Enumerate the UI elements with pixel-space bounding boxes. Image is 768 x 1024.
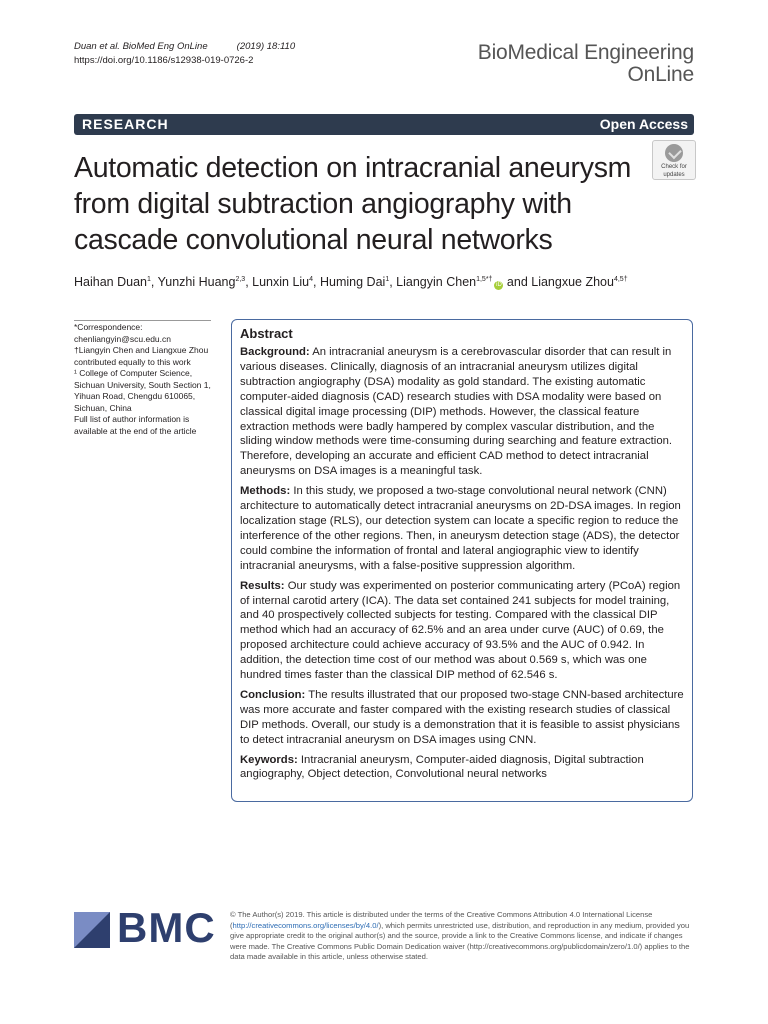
- license-text: [230, 910, 694, 963]
- citation-header: [74, 40, 295, 68]
- author-name[interactable]: Liangyin Chen: [396, 275, 477, 290]
- article-type-banner: [74, 114, 694, 135]
- journal-name: [478, 42, 694, 86]
- section-label: Keywords:: [240, 753, 298, 766]
- section-text: An intracranial aneurysm is a cerebrovascular disorder that can result in various diseases. Clinically, diagnosis of an intracranial aneurysm utilizes digital subtraction angiography (DSA) modality as gold standard. The existing automatic computer-aided diagnosis (CAD) research studies with DSA modality were based on classical digital image processing (DIP) methods. However, the classical feature extraction methods were badly hampered by complex vascular distribution, and the sliding window methods were time-consuming during searching and feature extraction. Therefore, developing an accurate and efficient CAD method to detect intracranial aneurysms on DSA images is a meaningful task.: [240, 346, 673, 478]
- section-text: In this study, we proposed a two-stage convolutional neural network (CNN) architecture to automatically detect intracranial aneurysms on 2D-DSA images. In region localization stage (RLS), our detection system can locate a specific region to reduce the interference of the other regions. Then, in aneurysm detection stage (ADS), the detector could combine the information of frontal and lateral angiographic view to identify intracranial aneurysms, with a false-positive suppression algorithm.: [240, 485, 681, 572]
- equal-contribution-note: †Liangyin Chen and Liangxue Zhou contributed equally to this work: [74, 345, 209, 367]
- section-label: Results:: [240, 579, 285, 592]
- citation-authors: Duan et al. BioMed Eng OnLine: [74, 41, 208, 52]
- section-label: Background:: [240, 346, 310, 358]
- correspondence-label: *Correspondence:: [74, 322, 143, 332]
- citation-line: [74, 40, 295, 54]
- author-affiliation-sup: 2,3: [235, 276, 246, 283]
- license-link[interactable]: http://creativecommons.org/licenses/by/4.0/: [232, 920, 379, 930]
- doi-link[interactable]: https://doi.org/10.1186/s12938-019-0726-2: [74, 55, 254, 66]
- author-name[interactable]: Haihan Duan: [74, 275, 147, 290]
- bmc-logo[interactable]: [74, 904, 219, 951]
- badge-line2: updates: [663, 172, 685, 178]
- license-part1: © The Author(s) 2019. This article is distributed under the terms of the Creative Commons Attribution 4.0 International License (: [230, 910, 653, 930]
- author-separator: ,: [313, 275, 320, 290]
- section-label: Methods:: [240, 485, 291, 498]
- abstract-background: [240, 345, 684, 479]
- open-access-label: Open Access: [599, 116, 688, 132]
- journal-name-line1: BioMedical Engineering: [477, 41, 694, 64]
- author-affiliation-sup: 4,5†: [613, 276, 628, 283]
- check-for-updates-badge[interactable]: [652, 140, 696, 180]
- section-text: Intracranial aneurysm, Computer-aided diagnosis, Digital subtraction angiography, Object detection, Convolutional neural networks: [240, 753, 644, 781]
- license-part2: ), which permits unrestricted use, distribution, and reproduction in any medium, provided you give appropriate credit to the original author(s) and the source, provide a link to the Creative Commons license, and indicate if changes were made. The Creative Commons Public Domain Dedication waiver (http://creativecommons.org/publicdomain/zero/1.0/) applies to the data made available in this article, unless otherwise stated.: [230, 920, 690, 961]
- author-affiliation-sup: 1: [385, 276, 390, 283]
- orcid-icon[interactable]: iD: [496, 282, 502, 289]
- author-list: [74, 272, 714, 290]
- section-label: Conclusion:: [240, 688, 306, 701]
- author-affiliation-sup: 1: [146, 276, 151, 283]
- bmc-logo-triangle-icon: [74, 912, 110, 948]
- author-separator: ,: [245, 275, 253, 290]
- correspondence-email[interactable]: chenliangyin@scu.edu.cn: [74, 333, 171, 344]
- abstract-conclusion: [240, 688, 684, 748]
- author-separator: ,: [150, 275, 158, 290]
- bmc-logo-text: BMC: [117, 904, 216, 951]
- author-name[interactable]: Yunzhi Huang: [157, 275, 236, 290]
- abstract-results: [240, 579, 684, 683]
- abstract-keywords: [240, 753, 684, 783]
- author-separator: ,: [389, 275, 397, 290]
- check-icon: [665, 144, 683, 162]
- side-notes-divider: [74, 320, 211, 321]
- journal-name-line2: OnLine: [627, 63, 694, 86]
- citation-year: (2019) 18:110: [236, 41, 296, 52]
- author-affiliation-sup: 4: [309, 276, 314, 283]
- affiliation-note: ¹ College of Computer Science, Sichuan University, South Section 1, Yihuan Road, Chengdu 610065, Sichuan, China: [74, 368, 211, 413]
- author-name[interactable]: Lunxin Liu: [252, 275, 310, 290]
- abstract-box: [231, 319, 693, 802]
- section-label: RESEARCH: [82, 116, 169, 132]
- author-name[interactable]: and Liangxue Zhou: [503, 275, 614, 290]
- author-info-note: Full list of author information is available at the end of the article: [74, 414, 197, 436]
- side-notes: [74, 322, 214, 437]
- section-text: The results illustrated that our proposed two-stage CNN-based architecture was more accurate and faster compared with the existing research studies of classical DIP methods. Overall, our study is a demonstration that it is feasible to assist physicians to detect intracranial aneurysm on DSA images using CNN.: [240, 688, 684, 746]
- section-text: Our study was experimented on posterior communicating artery (PCoA) region of internal carotid artery (ICA). The data set contained 241 subjects for model training, and 40 prospectively collected subjects for testing. Compared with the classical DIP method which had an accuracy of 62.5% and an area under curve (AUC) of 0.69, the proposed architecture could achieve accuracy of 93.5% and the AUC of 0.942. In addition, the detection time cost of our method was about 0.569 s, which was one hundred times faster than the classical DIP method of 62.546 s.: [240, 579, 681, 682]
- article-title: Automatic detection on intracranial aneurysm from digital subtraction angiography with cascade convolutional neural networks: [74, 152, 632, 256]
- abstract-methods: [240, 484, 684, 573]
- author-name[interactable]: Huming Dai: [320, 275, 386, 290]
- author-affiliation-sup: 1,5*†: [476, 276, 493, 283]
- abstract-heading: Abstract: [240, 326, 293, 341]
- badge-line1: Check for: [661, 164, 687, 170]
